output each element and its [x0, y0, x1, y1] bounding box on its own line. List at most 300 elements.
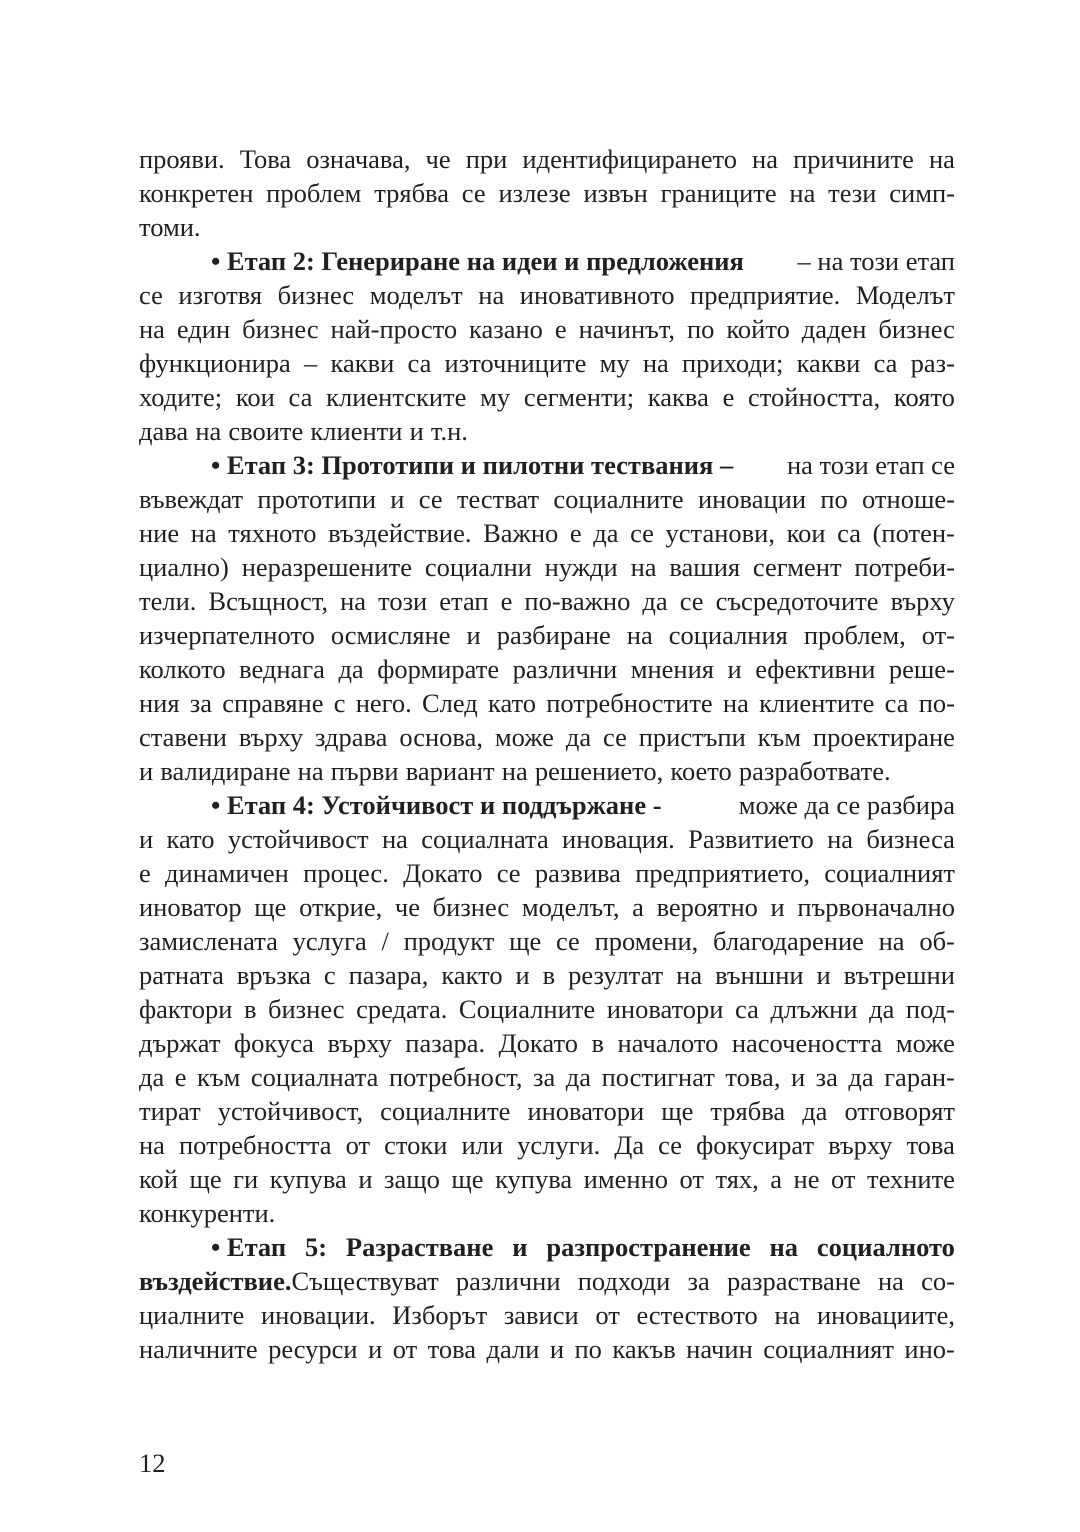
- text-word: изготвя: [178, 280, 263, 310]
- text-word: да: [139, 1062, 165, 1092]
- text-word: границите: [660, 178, 777, 208]
- text-word: може: [494, 722, 554, 752]
- text-word: са: [407, 348, 432, 378]
- text-word: установи,: [665, 518, 775, 548]
- text-word: и: [816, 960, 831, 990]
- text-line: [139, 1128, 955, 1162]
- text-word: функционира: [139, 348, 291, 378]
- text-word: ще: [189, 1164, 222, 1194]
- text-word: вътрешни: [843, 960, 955, 990]
- text-word: вариант: [405, 756, 495, 786]
- text-word: формирате: [377, 654, 500, 684]
- text-word: на: [752, 144, 778, 174]
- text-word: ходите;: [139, 382, 223, 412]
- text-word: ще: [661, 1096, 694, 1126]
- text-word: на: [297, 756, 324, 786]
- text-word: разрастване: [726, 1266, 861, 1296]
- text-word: по: [687, 314, 715, 344]
- bold-text: разпространение: [546, 1232, 751, 1262]
- text-word: на: [928, 144, 955, 174]
- text-word: здрава: [315, 722, 388, 752]
- text-word: начин: [686, 1334, 753, 1364]
- text-word: да: [869, 994, 895, 1024]
- text-word: държат: [139, 1028, 221, 1058]
- text-line: [139, 992, 955, 1026]
- text-word: по: [820, 484, 848, 514]
- text-word: е: [174, 1062, 187, 1092]
- text-word: со-: [921, 1266, 955, 1296]
- text-word: фактори: [139, 994, 233, 1024]
- text-word: ще: [451, 1164, 484, 1194]
- text-word: социални: [424, 552, 532, 582]
- text-word: е: [554, 314, 567, 344]
- text-word: предприятие.: [690, 280, 841, 310]
- text-word: него.: [355, 688, 412, 718]
- text-word: предприятието,: [635, 858, 810, 888]
- text-line: [139, 720, 955, 754]
- text-word: дава: [139, 416, 189, 446]
- text-line: [139, 516, 955, 550]
- text-line: [139, 414, 955, 448]
- text-word: за: [533, 1062, 556, 1092]
- text-word: бизнес: [277, 280, 355, 310]
- page-number: 12: [139, 1448, 166, 1478]
- text-word: от: [345, 1130, 371, 1160]
- text-word: неразрешените: [241, 552, 412, 582]
- text-word: клиентите: [759, 688, 875, 718]
- text-word: на: [195, 416, 222, 446]
- text-word: извън: [583, 178, 648, 208]
- text-word: на: [789, 178, 816, 208]
- text-word: се: [418, 484, 443, 514]
- text-word: подходи: [577, 1266, 671, 1296]
- text-word: дали: [486, 1334, 540, 1364]
- text-word: социалният: [824, 858, 955, 888]
- text-word: развива: [534, 858, 621, 888]
- text-word: и: [390, 484, 405, 514]
- text-word: този: [378, 586, 428, 616]
- text-word: тяхното: [228, 518, 317, 548]
- text-word: постигнат: [601, 1062, 715, 1092]
- text-word: справяне: [222, 688, 324, 718]
- text-word: върху: [890, 586, 955, 616]
- text-line: [139, 1196, 955, 1230]
- text-line: [139, 890, 955, 924]
- text-word: различни: [512, 654, 618, 684]
- text-word: купува: [269, 1164, 347, 1194]
- text-word: като: [166, 824, 215, 854]
- text-word: се: [139, 280, 163, 310]
- text-line: [139, 856, 955, 890]
- text-word: Моделът: [855, 280, 955, 310]
- text-word: и: [515, 960, 530, 990]
- text-word: прояви.: [139, 144, 225, 174]
- text-word: социалната: [250, 1062, 379, 1092]
- text-word: на: [630, 552, 657, 582]
- text-word: началото: [617, 1028, 719, 1058]
- text-word: за: [189, 688, 213, 718]
- text-word: че: [394, 892, 421, 922]
- text-line: [139, 584, 955, 618]
- text-word: резултат: [568, 960, 664, 990]
- text-word: конкретен: [139, 178, 254, 208]
- text-word: е: [500, 586, 513, 616]
- text-word: изчерпателното: [139, 620, 315, 650]
- text-word: разбиране: [496, 620, 611, 650]
- text-word: тях,: [715, 1164, 759, 1194]
- text-word: иновативното: [519, 280, 675, 310]
- text-word: към: [197, 1062, 241, 1092]
- text-word: вероятно: [656, 892, 758, 922]
- text-word: за: [815, 1062, 838, 1092]
- text-word: конкуренти.: [139, 1198, 276, 1228]
- text-word: кои: [235, 382, 275, 412]
- text-word: тези: [828, 178, 877, 208]
- text-word: се: [658, 1130, 683, 1160]
- text-word: социалните: [553, 484, 684, 514]
- text-word: стойността,: [748, 382, 881, 412]
- bold-text: и: [512, 1232, 528, 1262]
- text-word: Развитието: [688, 824, 814, 854]
- text-word: клиентските: [326, 382, 467, 412]
- text-word: и: [409, 416, 424, 446]
- text-word: потреби-: [854, 552, 955, 582]
- text-word: фокуса: [233, 1028, 314, 1058]
- text-line: [139, 1094, 955, 1128]
- text-word: зависи: [503, 1300, 579, 1330]
- text-word: от-: [921, 620, 955, 650]
- text-word: устойчивост,: [217, 1096, 364, 1126]
- text-word: ще: [509, 926, 542, 956]
- text-word: на: [501, 756, 528, 786]
- text-word: проблем: [266, 178, 362, 208]
- text-word: в: [591, 1028, 604, 1058]
- text-word: към: [757, 722, 802, 752]
- text-word: на: [381, 824, 408, 854]
- text-word: ратната: [139, 960, 224, 990]
- text-word: както: [441, 960, 503, 990]
- text-word: длъжни: [770, 994, 858, 1024]
- text-word: естеството: [636, 1300, 758, 1330]
- text-word: циалните: [139, 1300, 245, 1330]
- text-word: при: [465, 144, 508, 174]
- text-word: насочеността: [731, 1028, 883, 1058]
- text-line: [139, 1026, 955, 1060]
- text-word: може: [895, 1028, 955, 1058]
- text-word: услуга: [292, 926, 367, 956]
- text-word: тестват: [456, 484, 540, 514]
- text-word: най-просто: [330, 314, 458, 344]
- text-word: бизнеса: [866, 824, 955, 854]
- text-line: [139, 1162, 955, 1196]
- text-word: се: [679, 586, 704, 616]
- text-word: на: [676, 960, 703, 990]
- text-word: и: [549, 1334, 565, 1364]
- text-line: [139, 448, 955, 482]
- text-word: бизнес: [242, 314, 319, 344]
- text-line: [139, 788, 955, 822]
- text-line: [139, 1332, 955, 1366]
- bold-text: • Етап: [211, 1232, 287, 1262]
- text-word: да: [802, 1096, 828, 1126]
- text-word: и: [770, 892, 785, 922]
- text-word: какви: [330, 348, 395, 378]
- text-word: осмисляне: [330, 620, 451, 650]
- text-word: средата.: [356, 994, 448, 1024]
- text-word: на: [722, 688, 749, 718]
- text-word: тели.: [139, 586, 197, 616]
- text-word: върху: [327, 1028, 392, 1058]
- text-word: идентифицирането: [522, 144, 737, 174]
- text-line: [139, 618, 955, 652]
- text-word: именно: [583, 1164, 668, 1194]
- text-word: замислената: [139, 926, 278, 956]
- bold-text: • Етап 3: Прототипи и пилотни тествания –: [211, 450, 734, 480]
- text-word: Това: [239, 144, 292, 174]
- text-word: от: [595, 1300, 620, 1330]
- text-word: реше-: [888, 654, 955, 684]
- text-word: са: [837, 518, 861, 548]
- text-line: [139, 924, 955, 958]
- text-word: устойчивост: [227, 824, 369, 854]
- text-word: кои: [786, 518, 826, 548]
- text-word: на: [139, 1130, 165, 1160]
- text-word: на: [877, 1266, 904, 1296]
- text-word: на: [878, 926, 905, 956]
- bold-text: • Етап 4: Устойчивост и поддържане -: [211, 790, 662, 820]
- text-word: е: [722, 382, 735, 412]
- text-word: симп-: [889, 178, 955, 208]
- text-word: социалните: [380, 1096, 511, 1126]
- text-word: моделът,: [521, 892, 620, 922]
- text-word: а: [632, 892, 644, 922]
- text-word: се: [630, 518, 654, 548]
- text-word: пазара.: [405, 1028, 486, 1058]
- text-word: об-: [919, 926, 955, 956]
- text-line: [139, 1230, 955, 1264]
- text-word: за: [687, 1266, 710, 1296]
- text-line: [139, 754, 955, 788]
- text-word: ино-: [904, 1334, 955, 1364]
- text-word: Важно: [483, 518, 559, 548]
- text-line: [139, 176, 955, 210]
- text-word: бизнес: [878, 314, 955, 344]
- text-word: е: [139, 858, 151, 888]
- text-word: и: [358, 1164, 373, 1194]
- text-word: мнения: [630, 654, 714, 684]
- text-word: ги: [233, 1164, 259, 1194]
- text-word: бизнес: [432, 892, 510, 922]
- text-word: да: [848, 1062, 874, 1092]
- text-word: потребността: [178, 1130, 332, 1160]
- text-line: [139, 142, 955, 176]
- text-word: защо: [384, 1164, 440, 1194]
- text-word: наличните: [139, 1334, 258, 1364]
- text-line: [139, 1264, 955, 1298]
- text-word: върху: [238, 722, 304, 752]
- text-word: ефективни: [755, 654, 876, 684]
- text-line: [139, 346, 955, 380]
- text-word: това: [427, 1334, 477, 1364]
- text-word: връзка: [236, 960, 311, 990]
- text-word: и: [727, 654, 742, 684]
- text-word: му: [599, 348, 630, 378]
- text-word: което: [670, 756, 732, 786]
- text-word: по-важно: [524, 586, 631, 616]
- text-word: на: [774, 1300, 801, 1330]
- text-word: томи.: [139, 212, 201, 242]
- text-word: въвеждат: [139, 484, 244, 514]
- text-word: –: [304, 348, 318, 378]
- text-word: и: [790, 1062, 806, 1092]
- text-word: са: [884, 688, 909, 718]
- text-word: бизнес: [268, 994, 345, 1024]
- text-word: пазара,: [348, 960, 429, 990]
- text-word: че: [425, 144, 451, 174]
- text-word: техните: [866, 1164, 955, 1194]
- text-word: фокусират: [696, 1130, 815, 1160]
- text-word: това,: [725, 1062, 781, 1092]
- text-word: и: [466, 620, 481, 650]
- bold-text: Разрастване: [345, 1232, 494, 1262]
- text-word: каква: [647, 382, 709, 412]
- bold-text: • Етап 2: Генериране на идеи и предложения: [211, 246, 744, 276]
- text-word: купува: [495, 1164, 573, 1194]
- text-word: се: [555, 926, 580, 956]
- text-word: (потен-: [872, 518, 955, 548]
- text-line: [139, 1060, 955, 1094]
- text-word: различни: [455, 1266, 561, 1296]
- text-word: на: [478, 280, 505, 310]
- text-word: на: [626, 620, 653, 650]
- text-word: се: [602, 722, 627, 752]
- text-word: който: [726, 314, 790, 344]
- text-word: открие,: [299, 892, 383, 922]
- text-word: на: [827, 824, 854, 854]
- text-word: на: [190, 518, 217, 548]
- text-word: иноватор: [139, 892, 242, 922]
- text-word: това: [906, 1130, 955, 1160]
- text-word: да: [593, 518, 619, 548]
- text-word: да: [565, 1062, 592, 1092]
- text-word: която: [893, 382, 955, 412]
- text-word: външни: [715, 960, 804, 990]
- text-line: [139, 210, 955, 244]
- text-word: на: [642, 348, 669, 378]
- text-word: иноватори: [527, 1096, 645, 1126]
- text-word: съсредоточите: [715, 586, 879, 616]
- text-word: ния: [139, 688, 180, 718]
- text-word: разработвате.: [738, 756, 891, 786]
- text-word: услуги.: [517, 1130, 601, 1160]
- text-word: да: [642, 586, 668, 616]
- text-word: прототипи: [257, 484, 376, 514]
- text-word: своите: [228, 416, 304, 446]
- text-word: да: [338, 654, 364, 684]
- bold-text: на: [769, 1232, 799, 1262]
- text-word: иновация.: [562, 824, 675, 854]
- text-word: потребност,: [388, 1062, 523, 1092]
- text-word: т.н.: [430, 416, 468, 446]
- text-word: раз-: [910, 348, 955, 378]
- text-word: – на този етап: [797, 246, 955, 276]
- body-text: [139, 142, 955, 1366]
- text-word: След: [421, 688, 478, 718]
- text-word: [139, 1264, 439, 1298]
- text-word: са: [873, 348, 898, 378]
- text-word: валидиране: [160, 756, 291, 786]
- text-word: излезе: [498, 178, 571, 208]
- text-line: [139, 822, 955, 856]
- text-word: начинът,: [578, 314, 676, 344]
- text-word: динамичен: [165, 858, 289, 888]
- text-word: се: [496, 858, 521, 888]
- bold-text: социалното: [816, 1232, 955, 1262]
- text-word: иноватори: [606, 994, 724, 1024]
- text-word: сегмент: [752, 552, 842, 582]
- text-word: промени,: [594, 926, 699, 956]
- text-word: Съществуват: [291, 1266, 439, 1296]
- text-word: циално): [139, 552, 229, 582]
- text-line: [139, 1298, 955, 1332]
- text-line: [139, 312, 955, 346]
- text-line: [139, 686, 955, 720]
- text-word: иновации: [697, 484, 807, 514]
- text-word: продукт: [403, 926, 495, 956]
- text-word: тират: [139, 1096, 201, 1126]
- text-word: и: [139, 756, 154, 786]
- text-word: стоки: [384, 1130, 448, 1160]
- text-word: казано: [469, 314, 543, 344]
- text-word: като: [487, 688, 536, 718]
- text-word: се: [461, 178, 486, 208]
- text-word: отноше-: [862, 484, 955, 514]
- text-word: а: [770, 1164, 783, 1194]
- text-word: по: [574, 1334, 602, 1364]
- text-word: първи: [330, 756, 399, 786]
- text-word: Всъщност,: [208, 586, 329, 616]
- text-word: Докато: [498, 1028, 578, 1058]
- text-word: на този етап се: [786, 450, 955, 480]
- text-word: да: [565, 722, 592, 752]
- text-word: решението,: [534, 756, 664, 786]
- text-word: под-: [905, 994, 955, 1024]
- text-word: трябва: [374, 178, 449, 208]
- text-word: социалния: [668, 620, 788, 650]
- bold-text: 5:: [304, 1232, 328, 1262]
- text-word: от: [679, 1164, 704, 1194]
- text-word: върху: [828, 1130, 893, 1160]
- text-word: са: [288, 382, 313, 412]
- text-word: Изборът: [392, 1300, 488, 1330]
- text-word: иновациите,: [816, 1300, 955, 1330]
- text-word: пристъпи: [638, 722, 746, 752]
- text-word: му: [480, 382, 511, 412]
- text-word: веднага: [239, 654, 325, 684]
- text-word: кой: [139, 1164, 178, 1194]
- text-word: проектиране: [812, 722, 955, 752]
- bold-text: въздействие.: [139, 1266, 292, 1296]
- text-word: по-: [918, 688, 955, 718]
- text-word: какъв: [612, 1334, 676, 1364]
- text-word: въздействие.: [328, 518, 472, 548]
- text-line: [139, 550, 955, 584]
- text-word: от: [392, 1334, 418, 1364]
- text-word: иновации.: [260, 1300, 376, 1330]
- text-word: Социалните: [458, 994, 596, 1024]
- text-line: [139, 652, 955, 686]
- text-word: даден: [801, 314, 867, 344]
